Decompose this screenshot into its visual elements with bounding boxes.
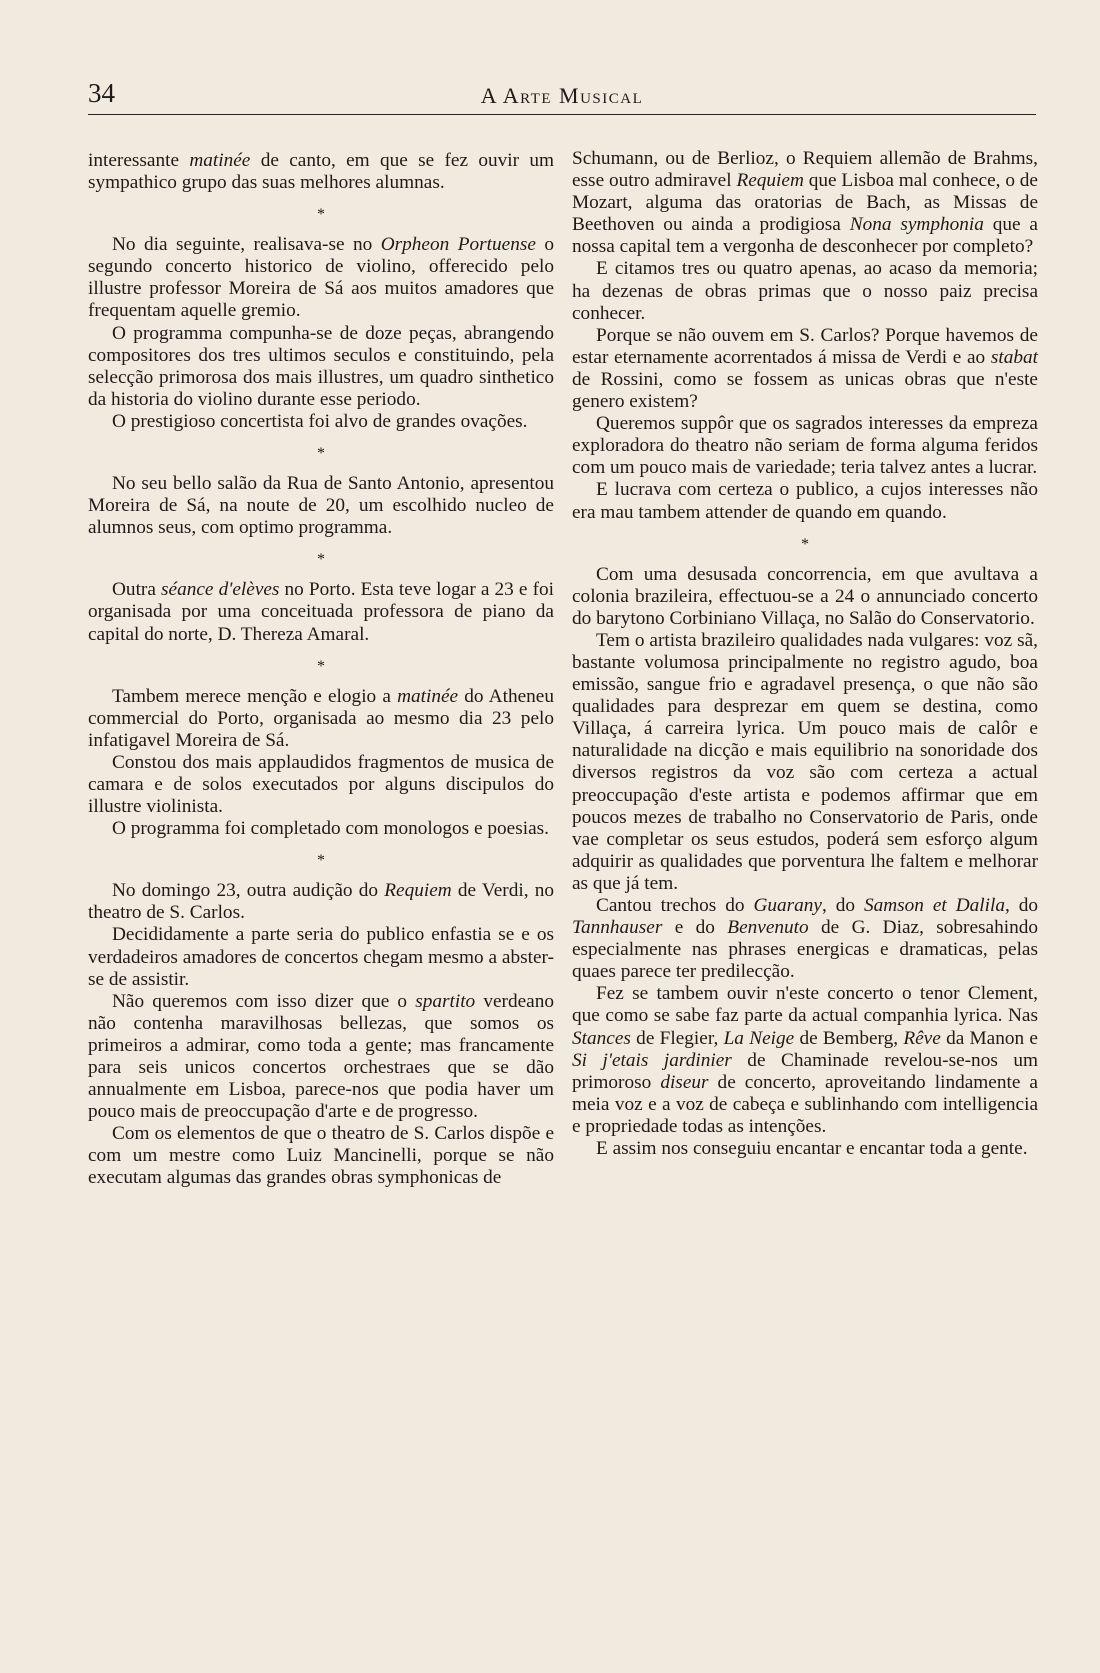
paragraph: Decididamente a parte seria do publico enfastia se e os verdadeiros amadores de concertos chegam mesmo a abster-se de assistir. bbox=[88, 924, 554, 990]
paragraph: O programma foi completado com monologos e poesias. bbox=[112, 818, 549, 840]
paragraph: E lucrava com certeza o publico, a cujos interesses não era mau tambem attender de quando em quando. bbox=[572, 479, 1038, 523]
paragraph: Não queremos com isso dizer que o spartito verdeano não contenha maravilhosas bellezas, que somos os primeiros a admirar, como toda a gente; mas francamente para seis unicos concertos orchestraes que se dão annualmente em Lisboa, parece-nos que podia haver um pouco mais de preoccupação d'arte e de progresso. bbox=[88, 990, 554, 1123]
section-separator: * bbox=[317, 551, 325, 569]
article-block bbox=[88, 473, 554, 539]
paragraph: Queremos suppôr que os sagrados interesses da empreza exploradora do theatro não seriam de forma alguma feridos com um pouco mais de variedade; teria talvez antes a lucrar. bbox=[572, 413, 1038, 479]
paragraph: O programma compunha-se de doze peças, abrangendo compositores dos tres ultimos seculos e constituindo, pela selecção primorosa dos mais illustres, um quadro sinthetico da historia do violino durante esse periodo. bbox=[88, 322, 554, 410]
article-block bbox=[88, 579, 554, 645]
paragraph: Porque se não ouvem em S. Carlos? Porque havemos de estar eternamente acorrentados á missa de Verdi e ao stabat de Rossini, como se fossem as unicas obras que n'este genero existem? bbox=[572, 324, 1038, 413]
paragraph: No dia seguinte, realisava-se no Orpheon Portuense o segundo concerto historico de violino, offerecido pelo illustre professor Moreira de Sá aos muitos amadores que frequentam aquelle gremio. bbox=[88, 234, 554, 322]
article-block bbox=[88, 686, 554, 841]
paragraph: interessante matinée de canto, em que se fez ouvir um sympathico grupo das suas melhores alumnas. bbox=[88, 150, 554, 194]
paragraph: Fez se tambem ouvir n'este concerto o tenor Clement, que como se sabe faz parte da actual companhia lyrica. Nas Stances de Flegier, La Neige de Bemberg, Rêve da Manon e Si j'etais jardinier de Chaminade revelou-se-nos um primoroso diseur de concerto, aproveitando lindamente a meia voz e a voz de cabeça e sublinhando com intelligencia e propriedade todas as intenções. bbox=[572, 983, 1038, 1137]
paragraph: E assim nos conseguiu encantar e encantar toda a gente. bbox=[596, 1138, 1028, 1160]
article-block bbox=[572, 148, 1038, 524]
paragraph: O prestigioso concertista foi alvo de grandes ovações. bbox=[112, 410, 528, 432]
paragraph: Tambem merece menção e elogio a matinée do Atheneu commercial do Porto, organisada ao mesmo dia 23 pelo infatigavel Moreira de Sá. bbox=[88, 685, 554, 751]
paragraph: Com os elementos de que o theatro de S. Carlos dispõe e com um mestre como Luiz Mancinelli, porque se não executam algumas das grandes obras symphonicas de bbox=[88, 1123, 554, 1189]
section-separator: * bbox=[317, 852, 325, 870]
section-separator: * bbox=[317, 206, 325, 224]
running-title: A Arte Musical bbox=[480, 83, 644, 108]
article-block bbox=[88, 880, 554, 1189]
section-separator: * bbox=[801, 535, 809, 553]
page-header bbox=[88, 78, 1036, 115]
section-separator: * bbox=[317, 445, 325, 463]
article-block bbox=[572, 564, 1038, 1161]
paragraph: Outra séance d'elèves no Porto. Esta teve logar a 23 e foi organisada por uma conceituada professora de piano da capital do norte, D. Thereza Amaral. bbox=[88, 579, 554, 645]
paragraph: E citamos tres ou quatro apenas, ao acaso da memoria; ha dezenas de obras primas que o nosso paiz precisa conhecer. bbox=[572, 258, 1038, 324]
paragraph: No seu bello salão da Rua de Santo Antonio, apresentou Moreira de Sá, na noute de 20, um escolhido nucleo de alumnos seus, com optimo programma. bbox=[88, 473, 554, 539]
right-column bbox=[572, 148, 1038, 1160]
paragraph: Constou dos mais applaudidos fragmentos de musica de camara e de solos executados por alguns discipulos do illustre violinista. bbox=[88, 751, 554, 818]
section-separator: * bbox=[317, 657, 325, 675]
article-block bbox=[88, 150, 554, 194]
page-number: 34 bbox=[88, 78, 115, 108]
left-column bbox=[88, 150, 554, 1190]
paragraph: Schumann, ou de Berlioz, o Requiem allemão de Brahms, esse outro admiravel Requiem que Lisboa mal conhece, o de Mozart, alguma das oratorias de Bach, as Missas de Beethoven ou ainda a prodigiosa Nona symphonia que a nossa capital tem a vergonha de desconhecer por completo? bbox=[572, 148, 1038, 258]
paragraph: No domingo 23, outra audição do Requiem de Verdi, no theatro de S. Carlos. bbox=[88, 880, 554, 924]
paragraph: Tem o artista brazileiro qualidades nada vulgares: voz sã, bastante volumosa principalmente no registro agudo, boa emissão, sangue frio e agradavel presença, o que não são qualidades para desprezar em quem se destina, como Villaça, á carreira lyrica. Um pouco mais de calôr e naturalidade na dicção e mais equilibrio na sonoridade dos diversos registros da voz são com certeza a actual preoccupação d'este artista e podemos affirmar que em poucos mezes de trabalho no Conservatorio de Paris, onde vae completar os seus estudos, poderá sem esforço algum adquirir as qualidades que porventura lhe faltem e melhorar as que já tem. bbox=[572, 629, 1038, 894]
article-block bbox=[88, 234, 554, 433]
paragraph: Cantou trechos do Guarany, do Samson et Dalila, do Tannhauser e do Benvenuto de G. Diaz, sobresahindo especialmente nas phrases energicas e dramaticas, pelas quaes parece ter predilecção. bbox=[572, 895, 1039, 983]
paragraph: Com uma desusada concorrencia, em que avultava a colonia brazileira, effectuou-se a 24 o annunciado concerto do barytono Corbiniano Villaça, no Salão do Conservatorio. bbox=[572, 563, 1038, 629]
